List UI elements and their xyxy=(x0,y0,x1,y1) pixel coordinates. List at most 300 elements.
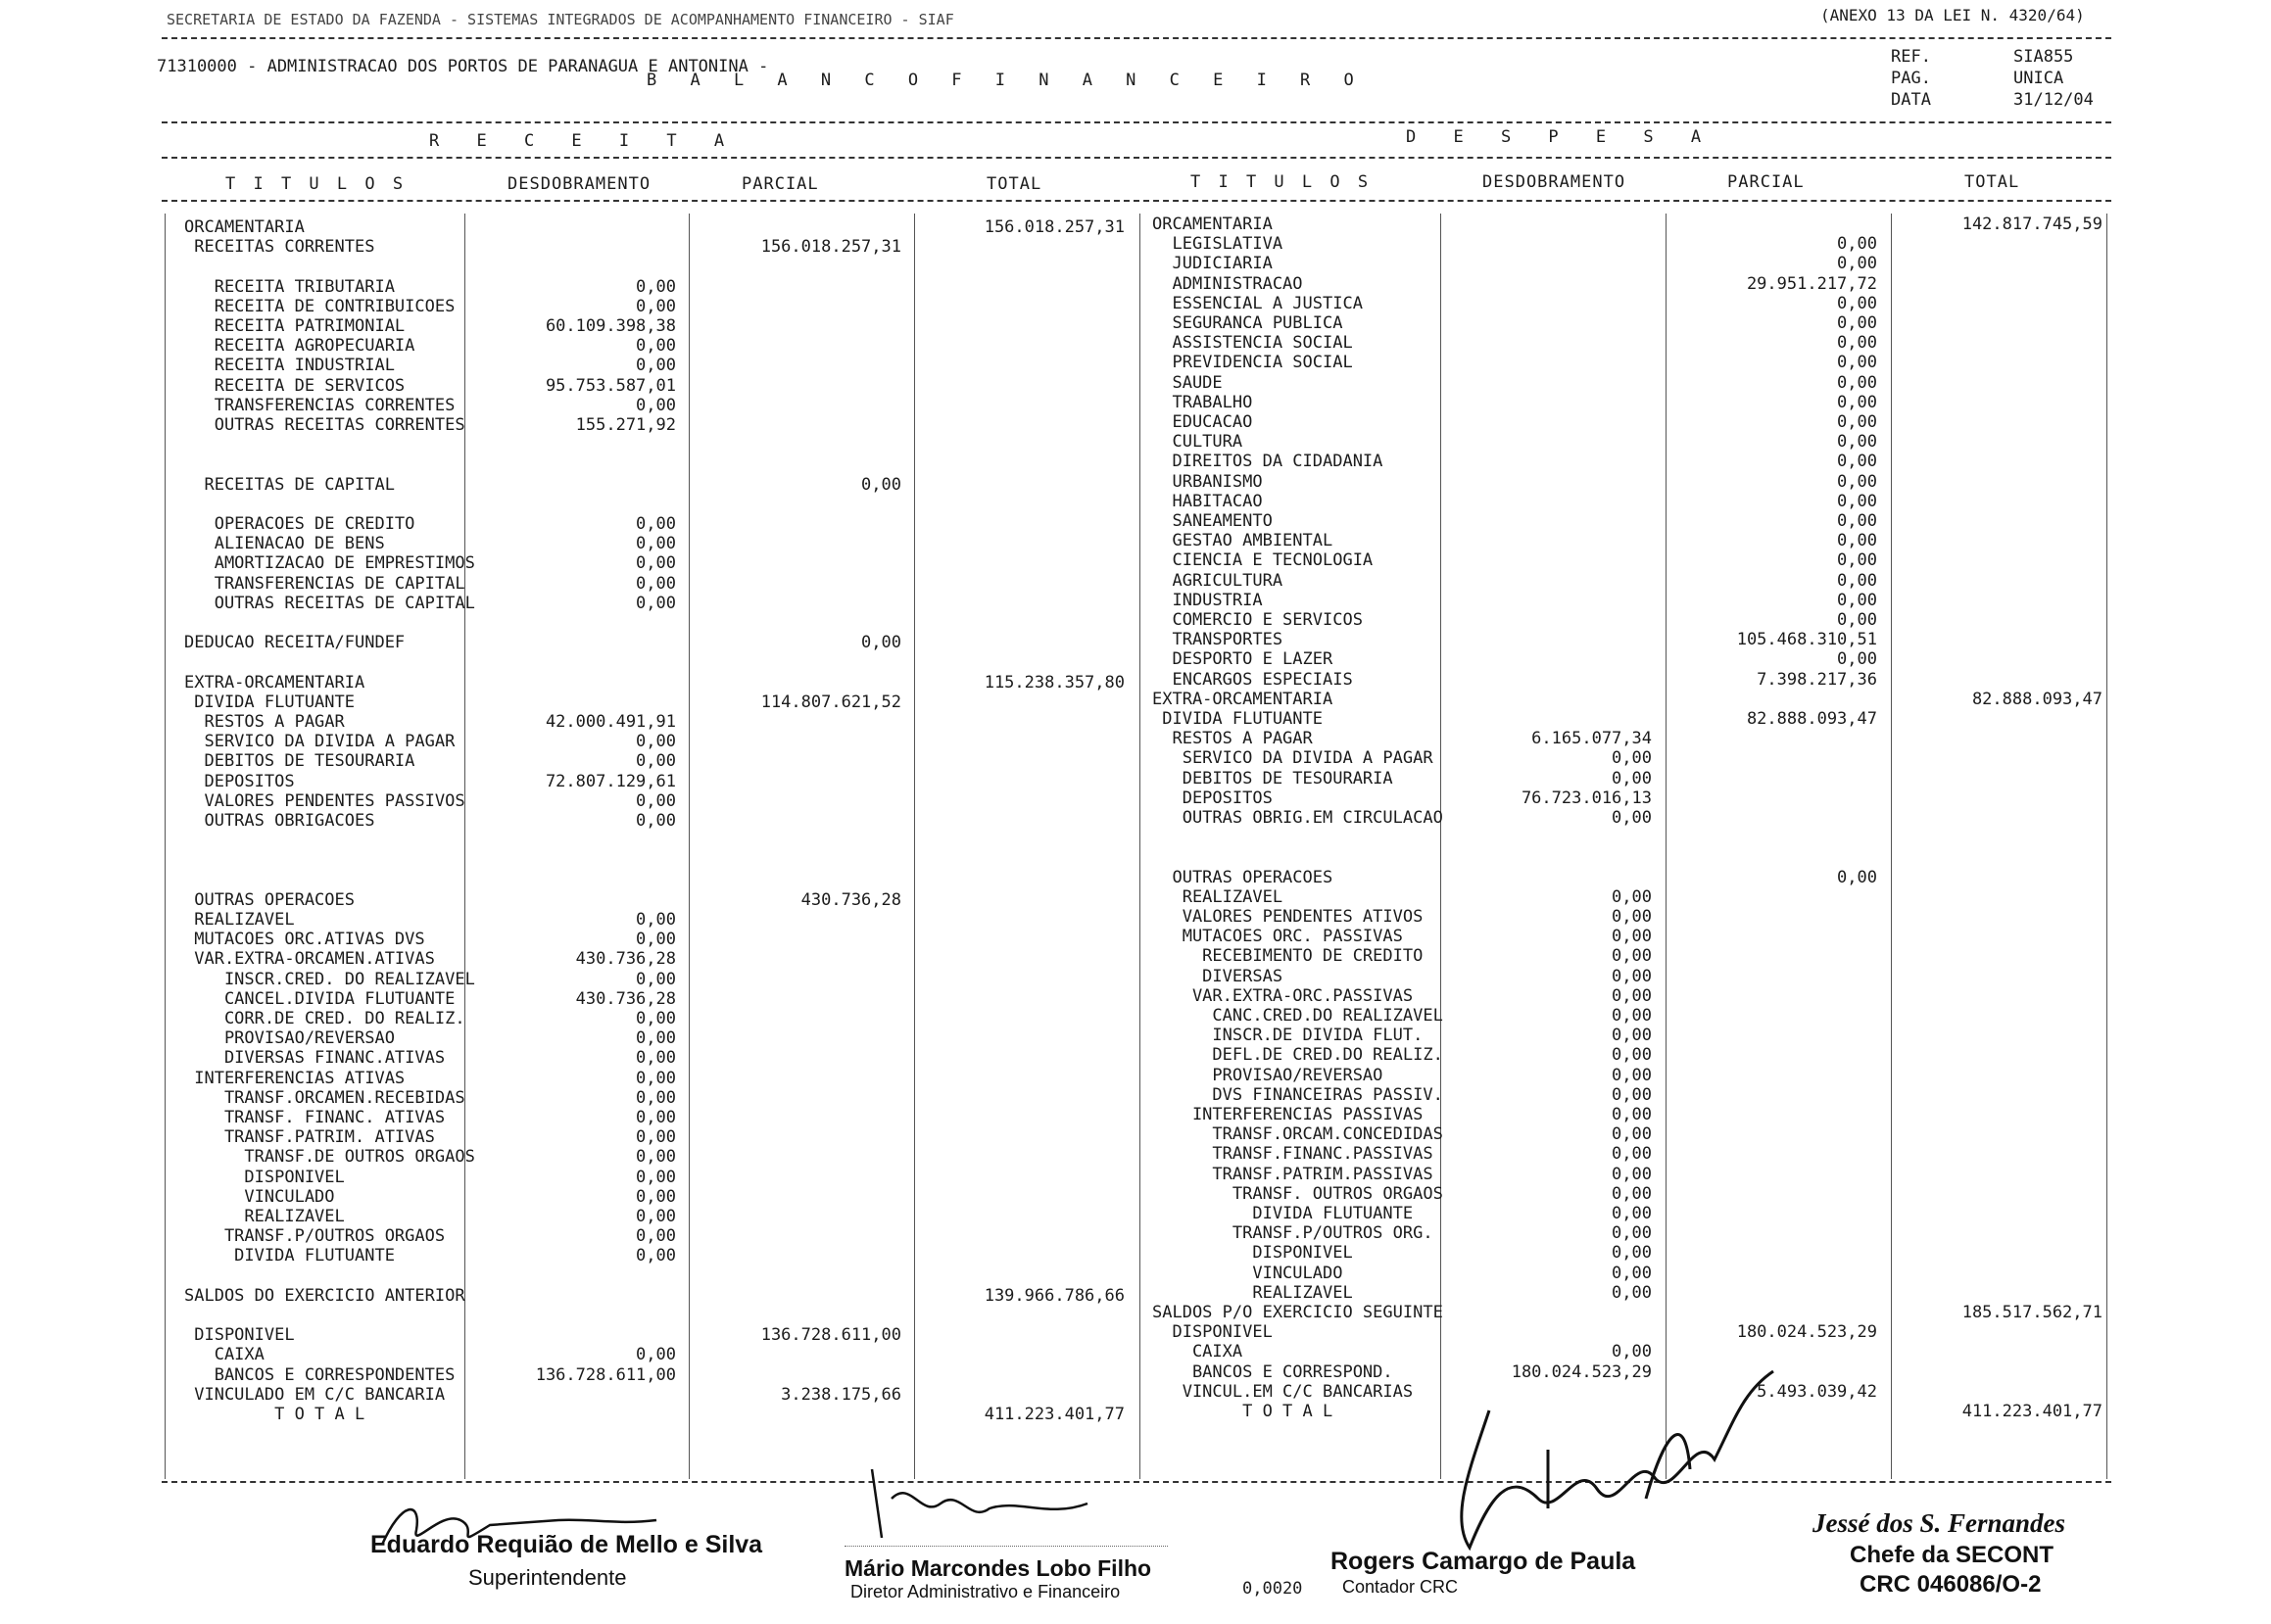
despesa-desdobramento xyxy=(1446,511,1652,531)
despesa-row xyxy=(0,1066,2271,1085)
despesa-total xyxy=(1897,729,2102,748)
despesa-desdobramento: 0,00 xyxy=(1612,1105,1652,1124)
receita-label: ALIENACAO DE BENS xyxy=(184,534,385,554)
despesa-total xyxy=(1897,1243,2102,1263)
receita-desdobramento: 0,00 xyxy=(636,930,676,950)
despesa-parcial xyxy=(1671,1045,1877,1065)
despesa-label: AGRICULTURA xyxy=(1152,570,1283,591)
despesa-total xyxy=(1897,393,2102,412)
despesa-desdobramento xyxy=(1446,393,1652,412)
despesa-desdobramento: 0,00 xyxy=(1612,1045,1652,1066)
receita-desdobramento: 95.753.587,01 xyxy=(545,375,676,396)
despesa-parcial: 0,00 xyxy=(1837,333,1877,354)
despesa-parcial xyxy=(1671,1184,1877,1204)
receita-desdobramento: 0,00 xyxy=(636,1068,676,1088)
despesa-parcial xyxy=(1671,215,1877,234)
despesa-desdobramento: 0,00 xyxy=(1612,1223,1652,1244)
despesa-label: INSCR.DE DIVIDA FLUT. xyxy=(1152,1026,1424,1046)
despesa-total xyxy=(1897,1105,2102,1124)
despesa-label: ORCAMENTARIA xyxy=(1152,215,1273,234)
despesa-row xyxy=(0,1144,2271,1164)
despesa-total xyxy=(1897,511,2102,531)
receita-label: REALIZAVEL xyxy=(184,910,295,930)
despesa-row xyxy=(0,1382,2271,1402)
receita-desdobramento: 0,00 xyxy=(636,790,676,811)
despesa-total xyxy=(1897,1322,2102,1342)
despesa-row xyxy=(0,511,2271,531)
despesa-label: ADMINISTRACAO xyxy=(1152,273,1303,294)
col-titulos-right: T I T U L O S xyxy=(1190,172,1373,192)
signature-role-1: Superintendente xyxy=(468,1565,627,1590)
despesa-desdobramento xyxy=(1446,1322,1652,1342)
despesa-label: DIVIDA FLUTUANTE xyxy=(1152,1204,1414,1223)
despesa-total xyxy=(1897,1342,2102,1361)
receita-label: DEBITOS DE TESOURARIA xyxy=(184,751,415,772)
despesa-parcial: 0,00 xyxy=(1837,550,1877,571)
despesa-total xyxy=(1897,234,2102,254)
despesa-label: TRANSPORTES xyxy=(1152,630,1283,650)
receita-desdobramento: 0,00 xyxy=(636,514,676,534)
despesa-parcial xyxy=(1671,1066,1877,1085)
receita-desdobramento: 0,00 xyxy=(636,969,676,989)
despesa-row xyxy=(0,868,2271,887)
despesa-row xyxy=(0,215,2271,234)
despesa-desdobramento: 0,00 xyxy=(1612,1006,1652,1026)
despesa-total xyxy=(1897,550,2102,570)
despesa-label: SANEAMENTO xyxy=(1152,511,1273,531)
despesa-parcial xyxy=(1671,748,1877,768)
despesa-label: DIREITOS DA CIDADANIA xyxy=(1152,452,1383,472)
despesa-desdobramento: 0,00 xyxy=(1612,1065,1652,1085)
despesa-row xyxy=(0,472,2271,492)
despesa-row xyxy=(0,847,2271,867)
despesa-total xyxy=(1897,432,2102,452)
despesa-total xyxy=(1897,1045,2102,1065)
divider-2 xyxy=(162,121,2111,123)
despesa-total xyxy=(1897,1026,2102,1045)
despesa-row xyxy=(0,1342,2271,1361)
despesa-label: GESTAO AMBIENTAL xyxy=(1152,531,1333,551)
col-titulos-left: T I T U L O S xyxy=(225,174,408,194)
despesa-total xyxy=(1897,1124,2102,1144)
despesa-label: MUTACOES ORC. PASSIVAS xyxy=(1152,927,1403,947)
despesa-desdobramento xyxy=(1446,531,1652,550)
receita-label: TRANSF.DE OUTROS ORGAOS xyxy=(184,1147,475,1168)
receita-desdobramento: 0,00 xyxy=(636,910,676,930)
despesa-row xyxy=(0,986,2271,1006)
receita-desdobramento: 0,00 xyxy=(636,1207,676,1226)
despesa-parcial: 0,00 xyxy=(1837,432,1877,453)
despesa-label: CANC.CRED.DO REALIZAVEL xyxy=(1152,1006,1443,1026)
despesa-parcial xyxy=(1671,1165,1877,1184)
receita-label: MUTACOES ORC.ATIVAS DVS xyxy=(184,930,425,950)
despesa-total xyxy=(1897,828,2102,847)
despesa-desdobramento xyxy=(1446,492,1652,511)
despesa-desdobramento: 0,00 xyxy=(1612,1263,1652,1283)
receita-total: 156.018.257,31 xyxy=(984,217,1125,237)
despesa-label: JUDICIARIA xyxy=(1152,254,1273,274)
col-desd-right: DESDOBRAMENTO xyxy=(1482,172,1626,192)
despesa-label: HABITACAO xyxy=(1152,491,1263,511)
receita-label: CORR.DE CRED. DO REALIZ. xyxy=(184,1009,465,1028)
despesa-label: CULTURA xyxy=(1152,432,1243,453)
despesa-total xyxy=(1897,412,2102,432)
despesa-row xyxy=(0,1243,2271,1263)
receita-label: TRANSFERENCIAS DE CAPITAL xyxy=(184,573,465,594)
receita-label: DEDUCAO RECEITA/FUNDEF xyxy=(184,633,406,653)
receita-desdobramento: 0,00 xyxy=(636,573,676,594)
despesa-label: REALIZAVEL xyxy=(1152,1282,1353,1303)
despesa-row xyxy=(0,967,2271,986)
despesa-row xyxy=(0,1223,2271,1243)
despesa-desdobramento xyxy=(1446,452,1652,471)
receita-label: TRANSF.P/OUTROS ORGAOS xyxy=(184,1226,446,1247)
despesa-parcial xyxy=(1671,1283,1877,1303)
receita-desdobramento: 155.271,92 xyxy=(575,415,676,435)
receita-label: RECEITA TRIBUTARIA xyxy=(184,276,395,297)
despesa-desdobramento xyxy=(1446,294,1652,313)
despesa-total xyxy=(1897,887,2102,907)
receita-desdobramento: 0,00 xyxy=(636,1226,676,1247)
despesa-row xyxy=(0,571,2271,591)
despesa-parcial xyxy=(1671,887,1877,907)
despesa-label: TRANSF.PATRIM.PASSIVAS xyxy=(1152,1164,1433,1184)
despesa-row xyxy=(0,550,2271,570)
despesa-parcial xyxy=(1671,1124,1877,1144)
despesa-row xyxy=(0,1165,2271,1184)
pag-value: UNICA xyxy=(2013,69,2064,88)
despesa-parcial: 0,00 xyxy=(1837,531,1877,551)
despesa-label: DEFL.DE CRED.DO REALIZ. xyxy=(1152,1045,1443,1066)
despesa-total xyxy=(1897,353,2102,372)
despesa-desdobramento xyxy=(1446,313,1652,333)
despesa-parcial: 0,00 xyxy=(1837,867,1877,887)
despesa-desdobramento: 0,00 xyxy=(1612,1124,1652,1145)
despesa-label: DVS FINANCEIRAS PASSIV. xyxy=(1152,1084,1443,1105)
receita-desdobramento: 0,00 xyxy=(636,732,676,752)
receita-label: INSCR.CRED. DO REALIZAVEL xyxy=(184,969,475,989)
despesa-row xyxy=(0,1006,2271,1026)
despesa-label: DEBITOS DE TESOURARIA xyxy=(1152,768,1393,788)
despesa-parcial xyxy=(1671,1105,1877,1124)
despesa-parcial: 0,00 xyxy=(1837,471,1877,492)
despesa-label: REALIZAVEL xyxy=(1152,886,1283,907)
despesa-row xyxy=(0,630,2271,649)
despesa-row xyxy=(0,1124,2271,1144)
despesa-parcial xyxy=(1671,1006,1877,1026)
despesa-label: DIVIDA FLUTUANTE xyxy=(1152,709,1323,729)
despesa-parcial: 0,00 xyxy=(1837,511,1877,531)
despesa-parcial xyxy=(1671,690,1877,709)
receita-label: EXTRA-ORCAMENTARIA xyxy=(184,672,365,693)
signature-name-2: Mário Marcondes Lobo Filho xyxy=(845,1555,1152,1581)
despesa-desdobramento: 0,00 xyxy=(1612,946,1652,967)
despesa-label: ENCARGOS ESPECIAIS xyxy=(1152,669,1353,690)
col-desd-left: DESDOBRAMENTO xyxy=(507,174,652,194)
despesa-desdobramento: 0,00 xyxy=(1612,1183,1652,1204)
despesa-header: D E S P E S A xyxy=(1406,127,1715,147)
despesa-desdobramento xyxy=(1446,847,1652,867)
despesa-total xyxy=(1897,254,2102,273)
despesa-label: TRANSF.ORCAM.CONCEDIDAS xyxy=(1152,1124,1443,1145)
receita-desdobramento: 60.109.398,38 xyxy=(545,316,676,336)
despesa-parcial xyxy=(1671,1223,1877,1243)
despesa-row xyxy=(0,452,2271,471)
despesa-parcial xyxy=(1671,808,1877,828)
despesa-desdobramento xyxy=(1446,234,1652,254)
signature-role-3: Contador CRC xyxy=(1342,1577,1459,1597)
despesa-label: DEPOSITOS xyxy=(1152,788,1273,808)
despesa-parcial xyxy=(1671,907,1877,927)
despesa-desdobramento xyxy=(1446,690,1652,709)
despesa-desdobramento xyxy=(1446,432,1652,452)
despesa-total xyxy=(1897,1264,2102,1283)
despesa-desdobramento: 0,00 xyxy=(1612,808,1652,828)
despesa-parcial: 0,00 xyxy=(1837,234,1877,255)
system-line: SECRETARIA DE ESTADO DA FAZENDA - SISTEMAS INTEGRADOS DE ACOMPANHAMENTO FINANCEIRO - SIAF xyxy=(167,11,954,28)
despesa-label: SERVICO DA DIVIDA A PAGAR xyxy=(1152,748,1433,769)
despesa-total xyxy=(1897,847,2102,867)
despesa-desdobramento: 0,00 xyxy=(1612,927,1652,947)
despesa-desdobramento: 0,00 xyxy=(1612,966,1652,986)
despesa-total xyxy=(1897,571,2102,591)
receita-desdobramento: 0,00 xyxy=(636,296,676,316)
despesa-label: ASSISTENCIA SOCIAL xyxy=(1152,333,1353,354)
despesa-total xyxy=(1897,788,2102,808)
receita-desdobramento: 0,00 xyxy=(636,751,676,772)
despesa-desdobramento xyxy=(1446,412,1652,432)
despesa-desdobramento: 0,00 xyxy=(1612,886,1652,907)
despesa-row xyxy=(0,412,2271,432)
despesa-parcial xyxy=(1671,927,1877,946)
despesa-label: SAUDE xyxy=(1152,372,1223,393)
despesa-parcial: 0,00 xyxy=(1837,491,1877,511)
despesa-total xyxy=(1897,946,2102,966)
receita-desdobramento: 0,00 xyxy=(636,356,676,376)
despesa-parcial xyxy=(1671,1204,1877,1223)
receita-label: PROVISAO/REVERSAO xyxy=(184,1028,395,1049)
receita-desdobramento: 430.736,28 xyxy=(575,949,676,970)
despesa-total xyxy=(1897,1184,2102,1204)
despesa-parcial xyxy=(1671,729,1877,748)
signature-scribble-2 xyxy=(852,1459,1127,1548)
receita-label: VAR.EXTRA-ORCAMEN.ATIVAS xyxy=(184,949,435,970)
receita-desdobramento: 430.736,28 xyxy=(575,988,676,1009)
receita-label: DISPONIVEL xyxy=(184,1167,345,1187)
receita-label: BANCOS E CORRESPONDENTES xyxy=(184,1364,456,1385)
despesa-total xyxy=(1897,1144,2102,1164)
despesa-row xyxy=(0,828,2271,847)
receita-desdobramento: 0,00 xyxy=(636,1028,676,1049)
divider-3 xyxy=(162,157,2111,159)
receita-label: TRANSF.ORCAMEN.RECEBIDAS xyxy=(184,1087,465,1108)
despesa-parcial: 0,00 xyxy=(1837,392,1877,412)
receita-label: DIVIDA FLUTUANTE xyxy=(184,1246,395,1266)
despesa-total xyxy=(1897,1362,2102,1382)
despesa-desdobramento xyxy=(1446,709,1652,729)
despesa-row xyxy=(0,1045,2271,1065)
receita-parcial: 156.018.257,31 xyxy=(760,237,901,258)
despesa-desdobramento: 0,00 xyxy=(1612,985,1652,1006)
receita-desdobramento: 0,00 xyxy=(636,1345,676,1365)
despesa-parcial: 7.398.217,36 xyxy=(1757,669,1877,690)
despesa-row xyxy=(0,748,2271,768)
despesa-total xyxy=(1897,531,2102,550)
despesa-desdobramento: 0,00 xyxy=(1612,748,1652,769)
receita-desdobramento: 42.000.491,91 xyxy=(545,712,676,732)
receita-label: AMORTIZACAO DE EMPRESTIMOS xyxy=(184,553,475,574)
despesa-desdobramento xyxy=(1446,868,1652,887)
despesa-parcial: 105.468.310,51 xyxy=(1736,630,1877,650)
despesa-label: VALORES PENDENTES ATIVOS xyxy=(1152,907,1424,927)
despesa-label: PROVISAO/REVERSAO xyxy=(1152,1065,1383,1085)
despesa-parcial xyxy=(1671,1144,1877,1164)
despesa-desdobramento: 0,00 xyxy=(1612,768,1652,788)
receita-label: VINCULADO EM C/C BANCARIA xyxy=(184,1384,446,1405)
receita-desdobramento: 0,00 xyxy=(636,1246,676,1266)
despesa-label: INTERFERENCIAS PASSIVAS xyxy=(1152,1105,1424,1124)
despesa-label: TRANSF.P/OUTROS ORG. xyxy=(1152,1223,1433,1244)
receita-desdobramento: 0,00 xyxy=(636,1087,676,1108)
despesa-label: RECEBIMENTO DE CREDITO xyxy=(1152,946,1424,967)
despesa-total xyxy=(1897,492,2102,511)
despesa-label: DISPONIVEL xyxy=(1152,1322,1273,1343)
despesa-total xyxy=(1897,591,2102,610)
despesa-desdobramento xyxy=(1446,333,1652,353)
receita-desdobramento: 0,00 xyxy=(636,1127,676,1148)
despesa-label: SEGURANCA PUBLICA xyxy=(1152,313,1343,333)
receita-label: TRANSF. FINANC. ATIVAS xyxy=(184,1108,446,1127)
despesa-total xyxy=(1897,1283,2102,1303)
receita-label: SALDOS DO EXERCICIO ANTERIOR xyxy=(184,1285,465,1306)
col-total-right: TOTAL xyxy=(1964,172,2020,192)
receita-label: OUTRAS OPERACOES xyxy=(184,889,355,910)
signature-scribble-3 xyxy=(1352,1352,1803,1577)
despesa-parcial xyxy=(1671,1026,1877,1045)
despesa-row xyxy=(0,1402,2271,1421)
receita-header: R E C E I T A xyxy=(429,131,739,151)
receita-desdobramento: 0,00 xyxy=(636,1009,676,1028)
despesa-parcial: 0,00 xyxy=(1837,372,1877,393)
despesa-label: BANCOS E CORRESPOND. xyxy=(1152,1361,1393,1382)
signature-extra-4: CRC 046086/O-2 xyxy=(1860,1571,2042,1598)
receita-desdobramento: 0,00 xyxy=(636,553,676,574)
despesa-row xyxy=(0,1204,2271,1223)
receita-label: RECEITA PATRIMONIAL xyxy=(184,316,406,336)
despesa-desdobramento: 6.165.077,34 xyxy=(1531,729,1652,749)
despesa-desdobramento: 0,00 xyxy=(1612,1164,1652,1184)
receita-total: 139.966.786,66 xyxy=(984,1285,1125,1306)
despesa-total xyxy=(1897,373,2102,393)
despesa-row xyxy=(0,670,2271,690)
divider-top xyxy=(162,37,2111,39)
despesa-parcial: 0,00 xyxy=(1837,610,1877,630)
despesa-desdobramento xyxy=(1446,591,1652,610)
despesa-row xyxy=(0,373,2271,393)
despesa-label: LEGISLATIVA xyxy=(1152,234,1283,255)
despesa-label: COMERCIO E SERVICOS xyxy=(1152,610,1363,630)
receita-desdobramento: 0,00 xyxy=(636,1147,676,1168)
despesa-parcial xyxy=(1671,946,1877,966)
despesa-desdobramento xyxy=(1446,610,1652,630)
receita-label: TRANSFERENCIAS CORRENTES xyxy=(184,395,456,415)
despesa-row xyxy=(0,1184,2271,1204)
despesa-total xyxy=(1897,769,2102,788)
despesa-desdobramento: 0,00 xyxy=(1612,1144,1652,1165)
despesa-parcial xyxy=(1671,986,1877,1006)
despesa-desdobramento xyxy=(1446,649,1652,669)
despesa-row xyxy=(0,234,2271,254)
receita-label: SERVICO DA DIVIDA A PAGAR xyxy=(184,732,456,752)
despesa-desdobramento: 0,00 xyxy=(1612,1204,1652,1223)
despesa-parcial xyxy=(1671,769,1877,788)
despesa-parcial: 82.888.093,47 xyxy=(1746,709,1877,729)
despesa-row xyxy=(0,591,2271,610)
despesa-parcial: 0,00 xyxy=(1837,452,1877,472)
despesa-parcial: 0,00 xyxy=(1837,293,1877,313)
despesa-total xyxy=(1897,610,2102,630)
receita-desdobramento: 0,00 xyxy=(636,276,676,297)
despesa-total xyxy=(1897,274,2102,294)
despesa-total xyxy=(1897,1223,2102,1243)
despesa-label: TRABALHO xyxy=(1152,392,1253,412)
despesa-row xyxy=(0,907,2271,927)
despesa-desdobramento: 0,00 xyxy=(1612,1243,1652,1264)
despesa-row xyxy=(0,353,2271,372)
despesa-total xyxy=(1897,808,2102,828)
receita-desdobramento: 0,00 xyxy=(636,593,676,613)
despesa-label: OUTRAS OBRIG.EM CIRCULACAO xyxy=(1152,808,1443,828)
despesa-row xyxy=(0,1322,2271,1342)
despesa-label: DISPONIVEL xyxy=(1152,1243,1353,1264)
receita-desdobramento: 0,00 xyxy=(636,336,676,357)
despesa-label: VINCUL.EM C/C BANCARIAS xyxy=(1152,1381,1414,1402)
receita-desdobramento: 0,00 xyxy=(636,395,676,415)
receita-desdobramento: 0,00 xyxy=(636,1108,676,1127)
receita-desdobramento: 0,00 xyxy=(636,534,676,554)
receita-desdobramento: 136.728.611,00 xyxy=(535,1364,676,1385)
signature-role-4: Chefe da SECONT xyxy=(1850,1542,2054,1568)
despesa-label: URBANISMO xyxy=(1152,471,1263,492)
ref-value: SIA855 xyxy=(2013,47,2074,67)
col-total-left: TOTAL xyxy=(987,174,1042,194)
despesa-row xyxy=(0,254,2271,273)
despesa-label: INDUSTRIA xyxy=(1152,590,1263,610)
despesa-parcial: 0,00 xyxy=(1837,412,1877,432)
entity-name: 71310000 - ADMINISTRACAO DOS PORTOS DE PARANAGUA E ANTONINA - xyxy=(157,57,769,76)
despesa-parcial: 5.493.039,42 xyxy=(1757,1381,1877,1402)
despesa-row xyxy=(0,788,2271,808)
receita-label: RESTOS A PAGAR xyxy=(184,712,345,732)
receita-label: RECEITA DE SERVICOS xyxy=(184,375,406,396)
signature-role-2: Diretor Administrativo e Financeiro xyxy=(850,1582,1121,1601)
despesa-desdobramento: 0,00 xyxy=(1612,907,1652,927)
despesa-row xyxy=(0,610,2271,630)
despesa-label: DIVERSAS xyxy=(1152,966,1283,986)
despesa-row xyxy=(0,808,2271,828)
footer-code: 0,0020 xyxy=(1242,1579,1303,1599)
receita-label: TRANSF.PATRIM. ATIVAS xyxy=(184,1127,435,1148)
despesa-total xyxy=(1897,1006,2102,1026)
receita-label: RECEITA DE CONTRIBUICOES xyxy=(184,296,456,316)
despesa-row xyxy=(0,769,2271,788)
receita-parcial: 0,00 xyxy=(861,474,901,495)
despesa-desdobramento xyxy=(1446,630,1652,649)
despesa-total xyxy=(1897,709,2102,729)
despesa-row xyxy=(0,1085,2271,1105)
receita-label: ORCAMENTARIA xyxy=(184,217,305,237)
despesa-row xyxy=(0,393,2271,412)
